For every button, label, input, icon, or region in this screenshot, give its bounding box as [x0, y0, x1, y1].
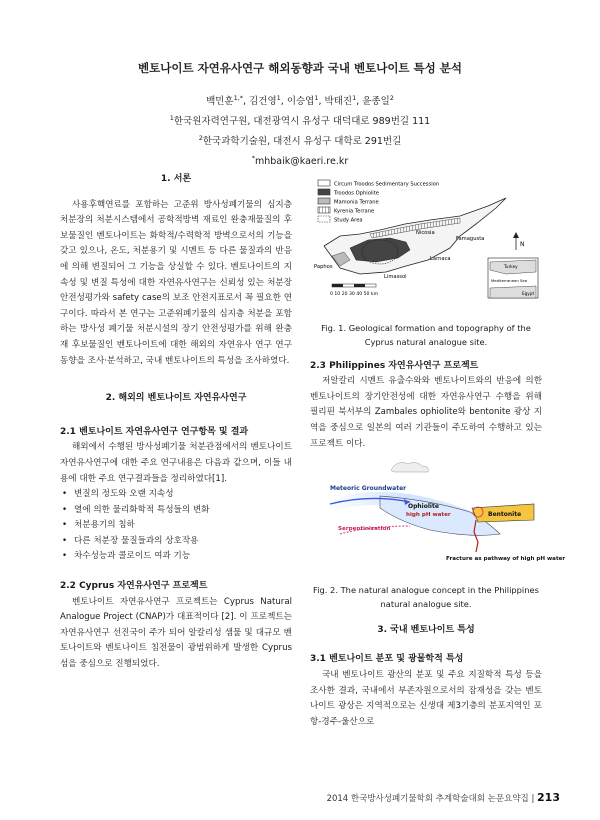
author-name: 박태진	[324, 96, 353, 108]
subsection-heading: 3.1 벤토나이트 분포 및 광물학적 특성	[310, 654, 464, 665]
paragraph: 벤토나이트 자연유사연구 프로젝트는 Cyprus Natural Analogue Project (CNAP)가 대표적이다 [2]. 이 프로젝트는 자연유사연구 선진국이 주가 되어 알칼리성 샘물 및 대규모 벤토나이트와 벤토나이트 침전물이 광범위하게 발생한 Cyprus 섬을 중심으로 진행되었다.	[60, 596, 292, 670]
paragraph: 저알칼리 시멘트 유출수와와 벤토나이트와의 반응에 의한 벤토나이트의 장기안전성에 대한 자연유사연구 수행을 위해 필리핀 북서부의 Zambales ophiolite와 bentonite 광상 지역을 중심으로 일본의 여러 기관들이 주도하여 수행하고 있는 프로젝트 이다.	[310, 376, 542, 449]
svg-text:Limassol: Limassol	[384, 274, 407, 280]
svg-text:Troodos Ophiolite: Troodos Ophiolite	[334, 190, 379, 197]
svg-text:0 10 20 30 40 50 km: 0 10 20 30 40 50 km	[330, 292, 379, 297]
proceedings-name: 2014 한국방사성폐기물학회 추계학술대회 논문요약집	[326, 794, 529, 804]
svg-text:Circum Troodos Sedimentary Suc: Circum Troodos Sedimentary Succession	[334, 181, 440, 188]
author-name: 백민훈	[206, 96, 234, 108]
subsection-heading: 2.2 Cyprus 자연유사연구 프로젝트	[60, 581, 208, 592]
cyprus-geology-map	[310, 176, 542, 304]
inset-map	[488, 258, 538, 298]
list-item: • 열에 의한 물리화학적 특성들의 변화	[60, 503, 292, 519]
svg-text:Famagusta: Famagusta	[456, 236, 485, 242]
page-footer	[300, 791, 560, 804]
svg-text:Larnaca: Larnaca	[430, 256, 451, 262]
svg-text:Study Area: Study Area	[334, 217, 363, 224]
north-arrow-icon	[513, 232, 525, 250]
svg-text:Mamonia Terrane: Mamonia Terrane	[334, 199, 379, 206]
subsection-heading: 2.3 Philippines 자연유사연구 프로젝트	[310, 360, 479, 371]
section-heading: 2. 해외의 벤토나이트 자연유사연구	[105, 393, 247, 404]
philippines-analogue-diagram	[310, 460, 566, 572]
author-name: 이승엽	[286, 96, 315, 108]
page-number: 213	[537, 791, 560, 804]
subsection-heading: 2.1 벤토나이트 자연유사연구 연구항목 및 결과	[60, 426, 249, 437]
list-item: • 처분용기의 침하	[60, 518, 292, 534]
list-item: • 변질의 정도와 오랜 지속성	[60, 487, 292, 503]
paragraph: 해외에서 수행된 방사성폐기물 처분관점에서의 벤토나이트 자연유사연구에 대한 주요 연구내용은 다음과 같으며, 이들 내용에 대한 주요 연구결과들을 정리하였다[1].	[60, 442, 292, 484]
footer-separator: |	[531, 794, 535, 804]
svg-text:N: N	[520, 241, 525, 248]
author-list: 백민훈$^{1,*}$, 김건영$^1$, 이승엽$^1$, 박태진$^1$, 윤종일$^2$	[206, 94, 394, 108]
svg-text:Ophiolite: Ophiolite	[408, 503, 439, 511]
figure-caption: Fig. 2. The natural analogue concept in the Philippines natural analogue site.	[313, 584, 539, 609]
section-heading: 1. 서론	[160, 174, 192, 184]
author-block	[0, 90, 600, 171]
author-name: 김건영	[249, 96, 277, 108]
corresponding-email: *mhbaik@kaeri.re.kr	[251, 154, 349, 168]
svg-text:Mediterranean Sea: Mediterranean Sea	[491, 278, 528, 283]
svg-text:Nicosia: Nicosia	[416, 230, 435, 236]
svg-text:Bentonite: Bentonite	[488, 511, 522, 519]
bullet-list	[60, 487, 292, 565]
list-item: • 차수성능과 콜로이드 여과 기능	[60, 549, 292, 565]
section-heading: 3. 국내 벤토나이트 특성	[377, 624, 475, 635]
author-name: 윤종일	[362, 96, 390, 108]
map-legend	[318, 180, 439, 224]
paragraph: 국내 벤토나이트 광산의 분포 및 주요 지질학적 특성 등을 조사한 결과, 국내에서 부존자원으로서의 잠재성을 갖는 벤토나이트 광상은 지역적으로는 신생대 제3기층의 분포지역인 포항-경주-울산으로	[310, 669, 542, 727]
left-column	[60, 172, 292, 673]
svg-text:Serpentinization: Serpentinization	[338, 526, 391, 533]
svg-text:Turkey: Turkey	[504, 264, 518, 269]
svg-text:Fracture as pathway of high pH: Fracture as pathway of high pH water	[446, 556, 566, 563]
figure-caption: Fig. 1. Geological formation and topography of the Cyprus natural analogue site.	[321, 322, 531, 347]
affiliation-2: $^2$한국과학기술원, 대전시 유성구 대학로 291번길	[198, 134, 402, 148]
paper-title: 벤토나이트 자연유사연구 해외동향과 국내 벤토나이트 특성 분석	[138, 61, 462, 75]
scale-bar	[330, 284, 379, 297]
svg-text:Meteoric Groundwater: Meteoric Groundwater	[330, 485, 407, 493]
svg-text:Egypt: Egypt	[522, 291, 535, 296]
list-item: • 다른 처분장 물질들과의 상호작용	[60, 534, 292, 550]
right-column	[310, 176, 566, 730]
affiliation-1: $^1$한국원자력연구원, 대전광역시 유성구 대덕대로 989번길 111	[169, 114, 431, 128]
svg-text:Kyrenia Terrane: Kyrenia Terrane	[334, 208, 375, 215]
svg-text:high pH water: high pH water	[406, 512, 451, 519]
svg-text:Paphos: Paphos	[314, 264, 333, 270]
cloud-icon	[391, 463, 428, 473]
paragraph: 사용후핵연료를 포함하는 고준위 방사성폐기물의 심지층 처분장의 처분시스템에서 공학적방벽 재료인 완충재물질의 후보물질인 벤토나이트는 화학적/수력학적 방벽으로서의 기능을 갖고 있으나, 온도, 처분용기 및 시멘트 등 다른 물질과의 반응에 의해 변질되어 그 기능을 상실할 수 있다. 벤토나이트의 지속성 및 변질 특성에 대한 자연유사연구는 신뢰성 있는 처분장 안전성평가와 safety case의 보조 안전지표로서 꼭 필요한 연구이다. 따라서 본 연구는 고준위폐기물의 심지층 처분을 포함하는 방사성 폐기물 처분시설의 장기 안전성평가를 위해 완충재 후보물질인 벤토나이트에 대한 해외의 자연유사 연구 연구동향을 조사·분석하고, 국내 벤토나이트의 특성을 조사하였다.	[60, 199, 292, 366]
